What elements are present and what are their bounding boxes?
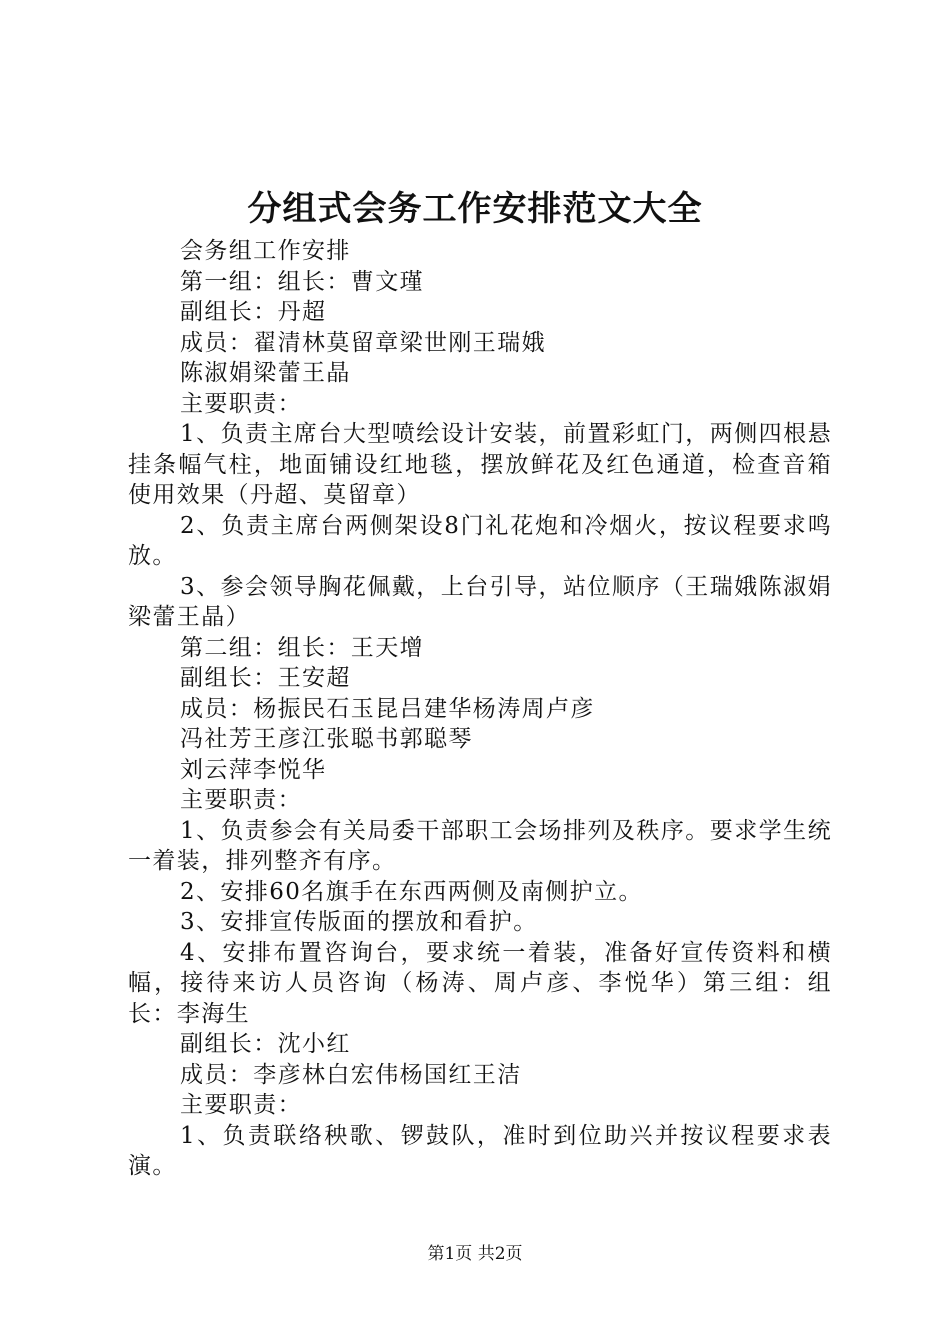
group-three-duty-1: 1、负责联络秧歌、锣鼓队，准时到位助兴并按议程要求表演。 [128,1122,832,1179]
group-two-members-cont-2: 刘云萍李悦华 [180,756,327,783]
document-body [128,236,832,1182]
group-three-deputy: 副组长：沈小红 [180,1031,351,1057]
group-one-duties-heading: 主要职责： [180,390,302,417]
group-two-deputy: 副组长：王安超 [180,665,351,691]
group-one-members-cont: 陈淑娟梁蕾王晶 [180,360,351,386]
group-two-members: 成员：杨振民石玉昆吕建华杨涛周卢彦 [180,695,595,722]
group-two-duties-heading: 主要职责： [180,787,302,813]
section-heading: 会务组工作安排 [180,238,351,264]
group-two-duty-4: 4、安排布置咨询台，要求统一着装，准备好宣传资料和横幅，接待来访人员咨询（杨涛、周卢彦、李悦华）第三组：组长：李海生 [128,939,832,1027]
group-one-duty-2: 2、负责主席台两侧架设8门礼花炮和冷烟火，按议程要求鸣放。 [128,512,832,569]
group-two-duty-2: 2、安排60名旗手在东西两侧及南侧护立。 [180,878,643,905]
group-three-members: 成员：李彦林白宏伟杨国红王洁 [180,1061,522,1088]
group-one-duty-1: 1、负责主席台大型喷绘设计安装，前置彩虹门，两侧四根悬挂条幅气柱，地面铺设红地毯，摆放鲜花及红色通道，检查音箱使用效果（丹超、莫留章） [128,421,832,508]
group-two-leader: 第二组：组长：王天增 [180,634,424,661]
group-two-members-cont-1: 冯社芳王彦江张聪书郭聪琴 [180,726,473,752]
group-one-leader: 第一组：组长：曹文瑾 [180,268,424,295]
page-footer: 第1页 共2页 [427,1244,523,1264]
group-one-members: 成员：翟清林莫留章梁世刚王瑞娥 [180,329,546,356]
group-three-duties-heading: 主要职责： [180,1092,302,1118]
group-one-duty-3: 3、参会领导胸花佩戴，上台引导，站位顺序（王瑞娥陈淑娟梁蕾王晶） [128,573,832,630]
group-two-duty-3: 3、安排宣传版面的摆放和看护。 [180,909,538,935]
document-title: 分组式会务工作安排范文大全 [247,189,703,229]
group-two-duty-1: 1、负责参会有关局委干部职工会场排列及秩序。要求学生统一着装，排列整齐有序。 [128,817,832,874]
group-one-deputy: 副组长：丹超 [180,299,327,325]
